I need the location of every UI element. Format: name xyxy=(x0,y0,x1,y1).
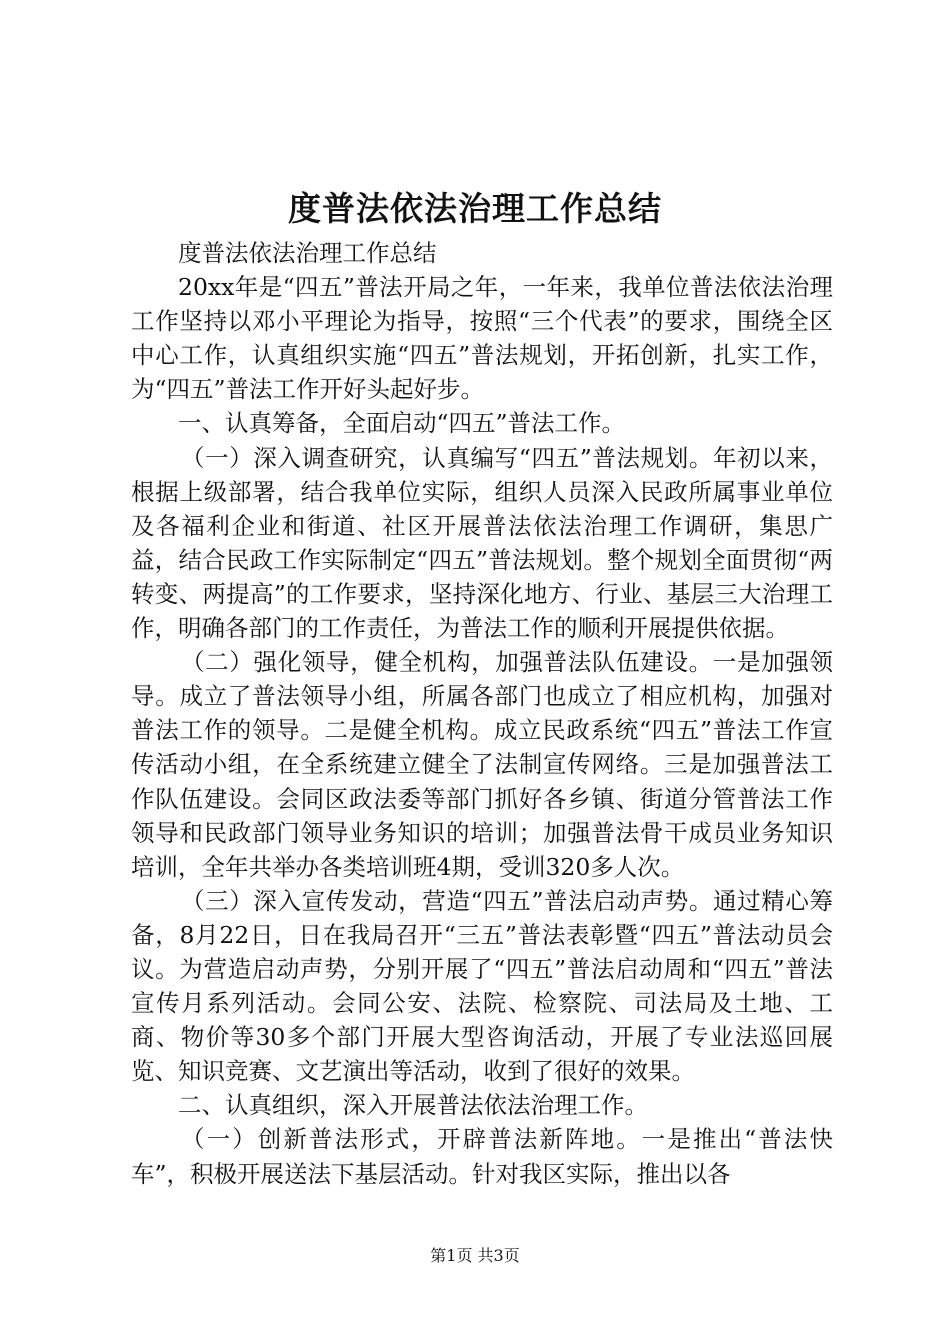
page-number-footer: 第1页 共3页 xyxy=(430,1246,520,1265)
paragraph-subtitle: 度普法依法治理工作总结 xyxy=(178,239,437,267)
document-title: 度普法依法治理工作总结 xyxy=(288,189,662,228)
section-heading-2: 二、认真组织，深入开展普法依法治理工作。 xyxy=(178,1091,648,1120)
document-body xyxy=(131,236,833,1191)
paragraph-1-3: （三）深入宣传发动，营造“四五”普法启动声势。通过精心筹备，8月22日，日在我局召开“三五”普法表彰暨“四五”普法动员会议。为营造启动声势，分别开展了“四五”普法启动周和“四五”普法宣传月系列活动。会同公安、法院、检察院、司法局及土地、工商、物价等30多个部门开展大型咨询活动，开展了专业法巡回展览、知识竞赛、文艺演出等活动，收到了很好的效果。 xyxy=(131,886,833,1086)
paragraph-2-1: （一）创新普法形式，开辟普法新阵地。一是推出“普法快车”，积极开展送法下基层活动。针对我区实际，推出以各 xyxy=(131,1125,833,1188)
section-heading-1: 一、认真筹备，全面启动“四五”普法工作。 xyxy=(178,409,626,438)
paragraph-1-2: （二）强化领导，健全机构，加强普法队伍建设。一是加强领导。成立了普法领导小组，所属各部门也成立了相应机构，加强对普法工作的领导。二是健全机构。成立民政系统“四五”普法工作宣传活动小组，在全系统建立健全了法制宣传网络。三是加强普法工作队伍建设。会同区政法委等部门抓好各乡镇、街道分管普法工作领导和民政部门领导业务知识的培训；加强普法骨干成员业务知识培训，全年共举办各类培训班4期，受训320多人次。 xyxy=(131,648,833,881)
paragraph-1-1: （一）深入调查研究，认真编写“四五”普法规划。年初以来，根据上级部署，结合我单位实际，组织人员深入民政所属事业单位及各福利企业和街道、社区开展普法依法治理工作调研，集思广益，结合民政工作实际制定“四五”普法规划。整个规划全面贯彻“两转变、两提高”的工作要求，坚持深化地方、行业、基层三大治理工作，明确各部门的工作责任，为普法工作的顺利开展提供依据。 xyxy=(131,443,833,643)
paragraph-intro: 20xx年是“四五”普法开局之年，一年来，我单位普法依法治理工作坚持以邓小平理论为指导，按照“三个代表”的要求，围绕全区中心工作，认真组织实施“四五”普法规划，开拓创新，扎实工作，为“四五”普法工作开好头起好步。 xyxy=(131,273,833,404)
